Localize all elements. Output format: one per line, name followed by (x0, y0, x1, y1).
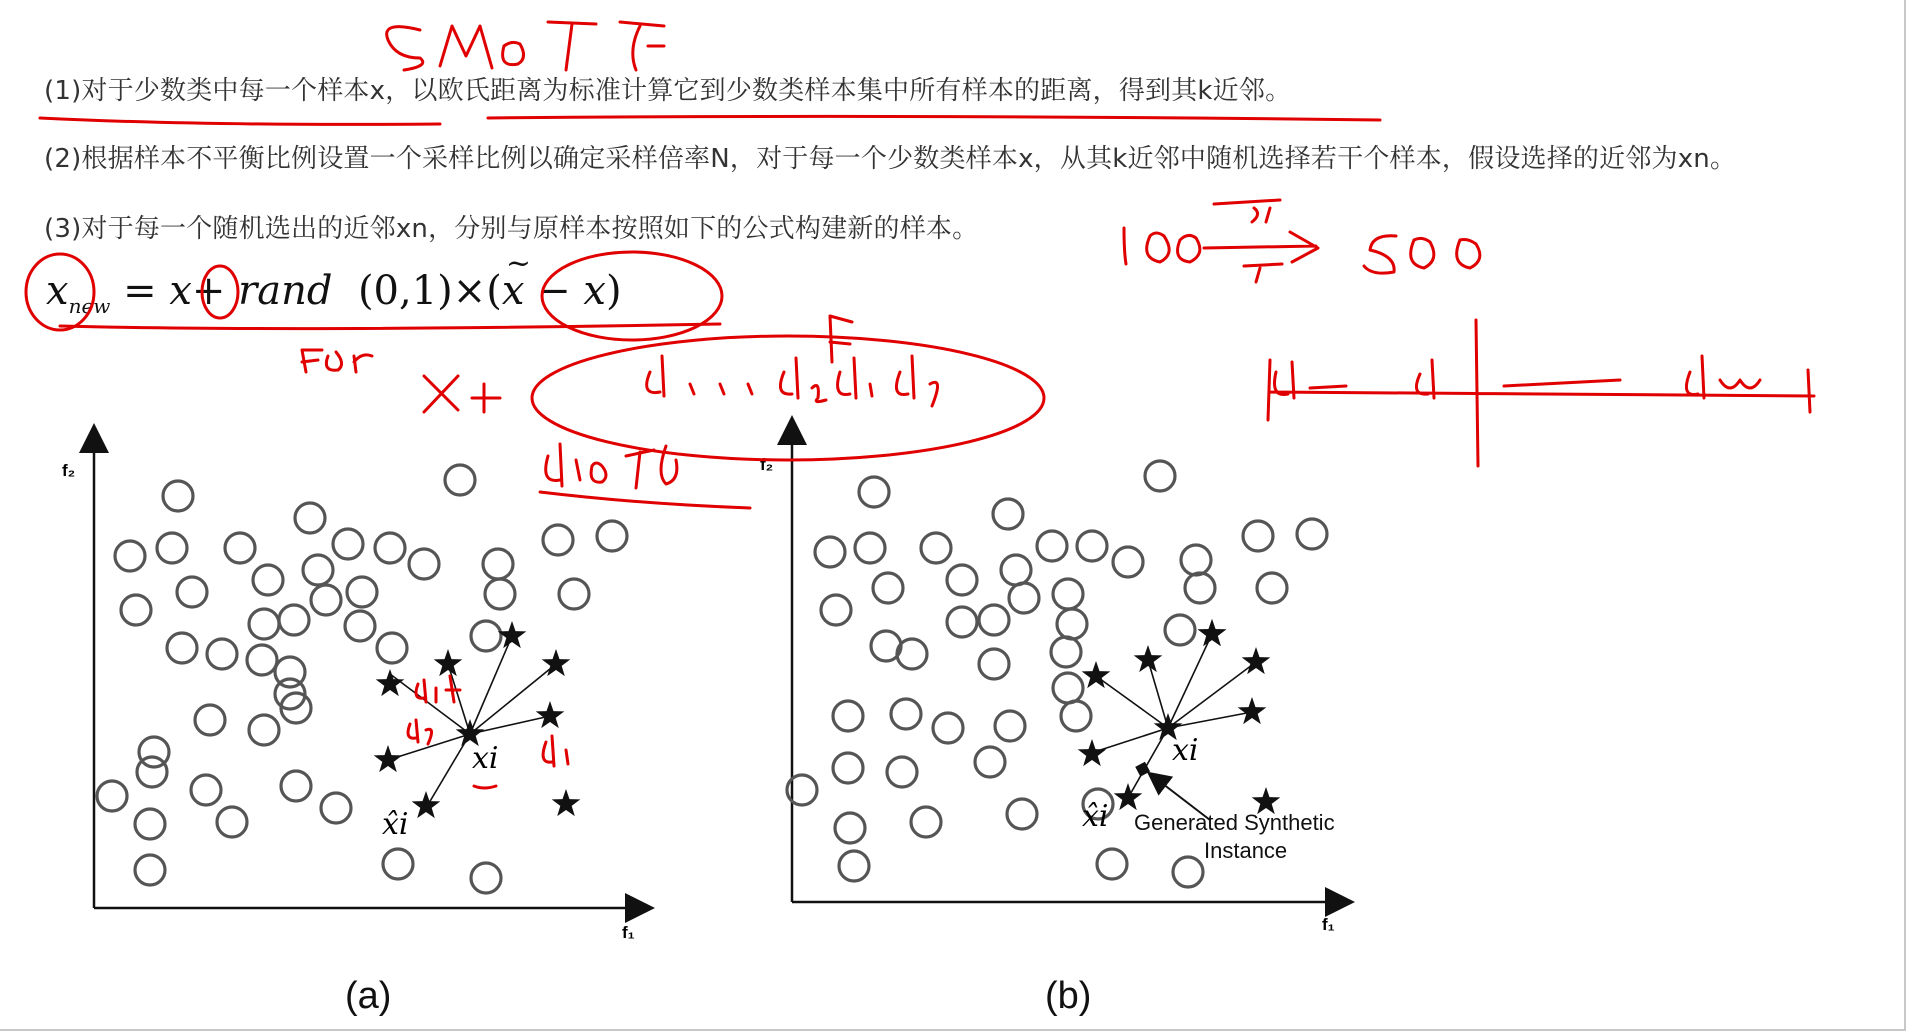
majority-point (933, 713, 963, 743)
majority-point (947, 607, 977, 637)
majority-point (471, 863, 501, 893)
majority-point (859, 477, 889, 507)
majority-point (1053, 579, 1083, 609)
formula-lhs-sub: new (68, 294, 111, 318)
plot-b-caption: (b) (1045, 975, 1092, 1017)
plot-b (760, 420, 1350, 934)
majority-point (115, 541, 145, 571)
handwritten-d-list (647, 356, 938, 406)
formula-times: × (452, 268, 487, 314)
majority-point (177, 577, 207, 607)
majority-point (1077, 531, 1107, 561)
majority-point (195, 705, 225, 735)
majority-point (839, 851, 869, 881)
formula-plus: + (191, 268, 226, 314)
majority-point (911, 807, 941, 837)
majority-point (121, 595, 151, 625)
handwritten-100-arrow (1124, 228, 1318, 264)
plot-a-caption: (a) (345, 975, 392, 1017)
formula-rand: rand (238, 268, 333, 314)
step-1-text: (1)对于少数类中每一个样本x，以欧氏距离为标准计算它到少数类样本集中所有样本的距离，得到其k近邻。 (44, 76, 1292, 106)
majority-point (887, 757, 917, 787)
majority-point (975, 747, 1005, 777)
minority-point (536, 701, 565, 728)
neighbor-line (448, 664, 470, 734)
underline-step-1 (40, 116, 1380, 124)
majority-point (947, 565, 977, 595)
plot-b-neighbor-lines (1088, 634, 1256, 798)
majority-point (979, 649, 1009, 679)
majority-point (311, 585, 341, 615)
majority-point (1007, 799, 1037, 829)
majority-point (247, 645, 277, 675)
step-3-text: (3)对于每一个随机选出的近邻xn，分别与原样本按照如下的公式构建新的样本。 (44, 214, 979, 244)
plot-b-synthetic-label-2: Instance (1204, 838, 1288, 863)
majority-point (1173, 857, 1203, 887)
majority-point (295, 503, 325, 533)
handwritten-d3-a (408, 720, 432, 744)
neighbor-line (1168, 662, 1256, 728)
plot-a (62, 428, 650, 942)
majority-point (1097, 849, 1127, 879)
majority-point (1165, 615, 1195, 645)
majority-point (1009, 583, 1039, 613)
plot-b-x-label: f₁ (1322, 915, 1335, 934)
majority-point (135, 809, 165, 839)
formula-lhs: x (46, 268, 69, 314)
majority-point (833, 701, 863, 731)
neighbor-line (1096, 676, 1168, 728)
handwritten-x-plus (424, 376, 500, 412)
formula-args: (0,1) (357, 268, 453, 314)
majority-point (1037, 531, 1067, 561)
handwritten-annotations (26, 22, 1814, 788)
minority-point (1078, 739, 1107, 766)
formula-x-tilde: ~ x (502, 268, 525, 314)
majority-point (821, 595, 851, 625)
minority-point (552, 789, 581, 816)
majority-point (137, 757, 167, 787)
majority-point (409, 549, 439, 579)
neighbor-line (390, 674, 470, 734)
minority-point (412, 791, 441, 818)
majority-point (1061, 701, 1091, 731)
formula-open: ( (486, 268, 502, 314)
majority-point (207, 639, 237, 669)
handwritten-for (302, 350, 372, 372)
majority-point (873, 573, 903, 603)
circle-neighbor-set (532, 336, 1044, 460)
majority-point (979, 605, 1009, 635)
majority-point (347, 577, 377, 607)
plot-a-y-label: f₂ (62, 461, 76, 480)
neighbor-line (1168, 634, 1212, 728)
majority-point (135, 855, 165, 885)
majority-point (815, 537, 845, 567)
majority-point (163, 481, 193, 511)
handwritten-xn (1244, 264, 1282, 282)
majority-point (897, 639, 927, 669)
majority-point (1243, 521, 1273, 551)
majority-point (891, 699, 921, 729)
majority-point (281, 771, 311, 801)
handwritten-number-line (1268, 320, 1814, 466)
majority-point (483, 549, 513, 579)
circle-x (202, 266, 238, 318)
majority-point (833, 753, 863, 783)
majority-point (543, 525, 573, 555)
underline-xi-a (474, 786, 496, 788)
underline-d1-smote (540, 492, 750, 508)
majority-point (333, 529, 363, 559)
majority-point (1051, 637, 1081, 667)
majority-point (383, 849, 413, 879)
plot-a-center-label: xi (472, 741, 499, 776)
plot-a-neighbor-lines (388, 636, 556, 808)
majority-point (1001, 555, 1031, 585)
minority-point (1134, 645, 1163, 672)
majority-point (995, 711, 1025, 741)
majority-point (253, 565, 283, 595)
step-2-text: (2)根据样本不平衡比例设置一个采样比例以确定采样倍率N，对于每一个少数类样本x，从其k近邻中随机选择若干个样本，假设选择的近邻为xn。 (44, 144, 1737, 174)
minority-point (1198, 619, 1227, 646)
plot-a-x-label: f₁ (622, 923, 635, 942)
formula-eq: = (123, 268, 157, 314)
majority-point (375, 533, 405, 563)
handwritten-500 (1364, 236, 1480, 273)
majority-point (1113, 547, 1143, 577)
neighbor-line (1168, 712, 1252, 728)
majority-point (855, 533, 885, 563)
minority-point (1114, 783, 1143, 810)
majority-point (1185, 573, 1215, 603)
majority-point (1257, 573, 1287, 603)
majority-point (157, 533, 187, 563)
formula-x1: x (169, 268, 192, 314)
plot-b-synthetic-label-1: Generated Synthetic (1134, 810, 1335, 835)
formula-close: ) (605, 268, 622, 314)
handwritten-smote-word (387, 22, 664, 70)
majority-point (191, 775, 221, 805)
majority-point (167, 633, 197, 663)
circle-x-new (26, 254, 94, 330)
minority-point (434, 649, 463, 676)
majority-point (1145, 461, 1175, 491)
majority-point (377, 633, 407, 663)
majority-point (249, 609, 279, 639)
majority-point (217, 807, 247, 837)
handwritten-xj (1214, 200, 1280, 222)
underline-formula (60, 324, 720, 329)
plot-b-y-label: f₂ (760, 455, 774, 474)
formula-x2: x (583, 268, 606, 314)
minority-point (374, 745, 403, 772)
majority-point (225, 533, 255, 563)
plot-b-chosen-label: x̂i (1082, 799, 1109, 834)
majority-point (97, 781, 127, 811)
majority-point (835, 813, 865, 843)
majority-point (597, 521, 627, 551)
majority-point (921, 533, 951, 563)
minority-point (498, 621, 527, 648)
plot-a-majority-points (97, 465, 627, 893)
minority-point (376, 669, 405, 696)
majority-point (485, 579, 515, 609)
majority-point (1181, 545, 1211, 575)
majority-point (345, 611, 375, 641)
majority-point (303, 555, 333, 585)
formula-minus: − (537, 268, 571, 314)
plot-b-center-label: xi (1172, 733, 1199, 768)
majority-point (321, 793, 351, 823)
minority-point (1238, 697, 1267, 724)
handwritten-dn-a (543, 736, 568, 766)
majority-point (279, 605, 309, 635)
majority-point (993, 499, 1023, 529)
plot-b-minority-points (1078, 619, 1281, 814)
majority-point (1053, 673, 1083, 703)
neighbor-line (1148, 660, 1168, 728)
majority-point (559, 579, 589, 609)
majority-point (445, 465, 475, 495)
majority-point (471, 621, 501, 651)
majority-point (1297, 519, 1327, 549)
majority-point (249, 715, 279, 745)
majority-point (1057, 609, 1087, 639)
plot-a-chosen-label: x̂i (382, 807, 409, 842)
